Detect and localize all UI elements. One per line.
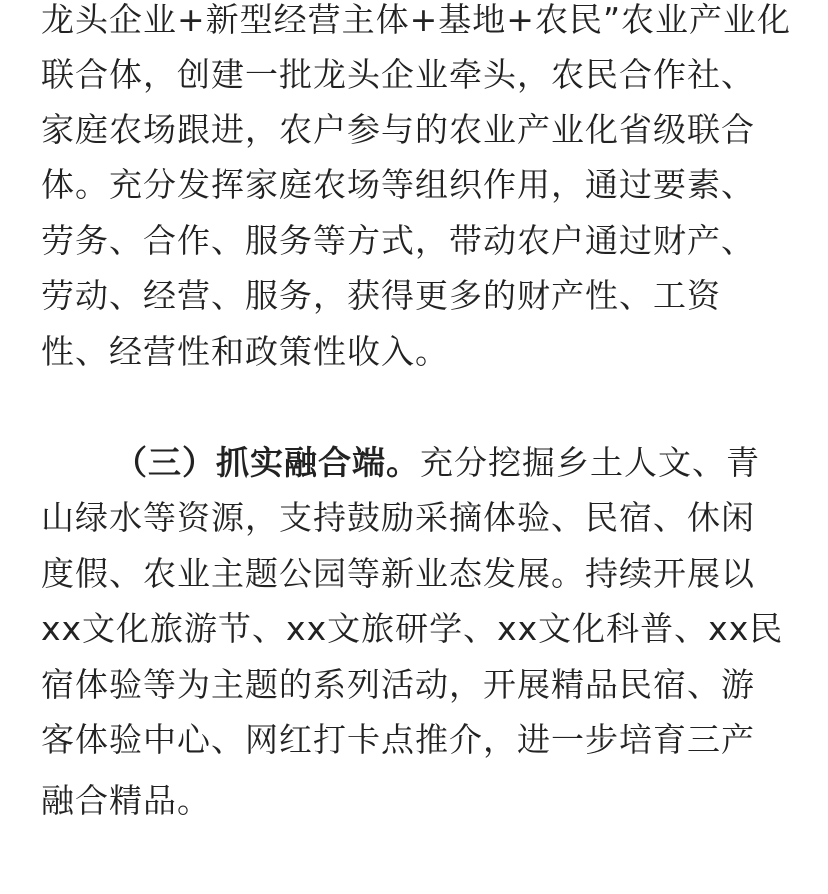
paragraph-1-line-3: 家庭农场跟进，农户参与的农业产业化省级联合 (41, 110, 755, 149)
paragraph-2-line-1-text: 充分挖掘乡土人文、青 (420, 443, 760, 482)
paragraph-2-line-7: 融合精品。 (41, 781, 211, 820)
paragraph-1-line-2: 联合体，创建一批龙头企业牵头，农民合作社、 (41, 55, 755, 94)
paragraph-2-line-3: 度假、农业主题公园等新业态发展。持续开展以 (41, 554, 755, 593)
paragraph-2-line-5: 宿体验等为主题的系列活动，开展精品民宿、游 (41, 665, 755, 704)
paragraph-2-line-1 (114, 443, 791, 483)
paragraph-2-line-4: xx文化旅游节、xx文旅研学、xx文化科普、xx民 (41, 609, 784, 648)
paragraph-2-line-2: 山绿水等资源，支持鼓励采摘体验、民宿、休闲 (41, 498, 755, 537)
paragraph-1-line-5: 劳务、合作、服务等方式，带动农户通过财产、 (41, 221, 755, 260)
paragraph-1-line-7: 性、经营性和政策性收入。 (41, 332, 449, 371)
paragraph-1-line-6: 劳动、经营、服务，获得更多的财产性、工资 (41, 276, 721, 315)
paragraph-1-line-4: 体。充分发挥家庭农场等组织作用，通过要素、 (41, 165, 755, 204)
paragraph-2-line-6: 客体验中心、网红打卡点推介，进一步培育三产 (41, 720, 755, 759)
section-heading: （三）抓实融合端。 (114, 443, 420, 482)
paragraph-1-line-1: 龙头企业+新型经营主体+基地+农民”农业产业化 (41, 0, 792, 39)
